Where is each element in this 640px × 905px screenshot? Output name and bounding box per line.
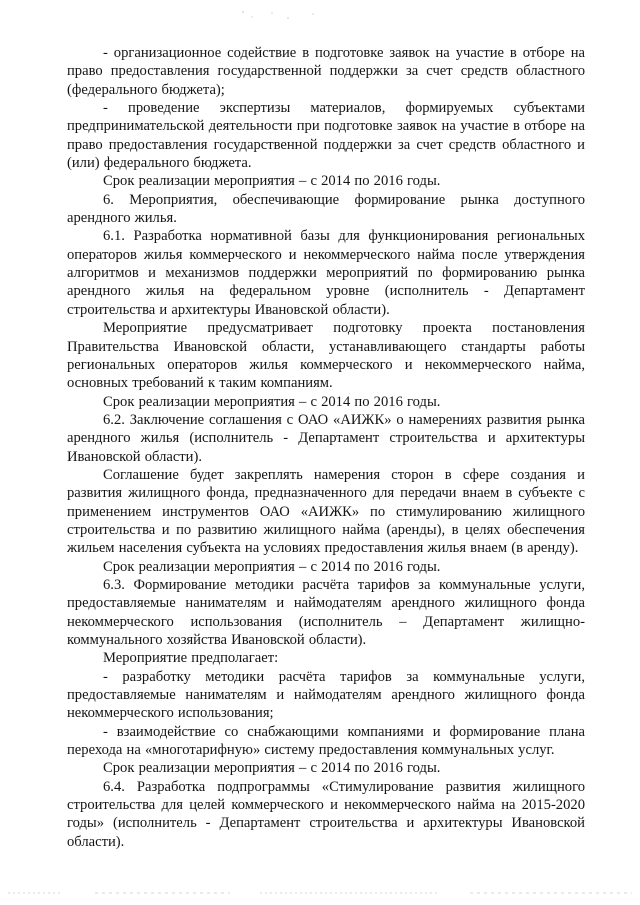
scan-artifact-bottom: [0, 888, 640, 898]
paragraph-14: - взаимодействие со снабжающими компаниями и формирование плана перехода на «многотарифную» систему предоставления коммунальных услуг.: [67, 723, 585, 759]
paragraph-4: 6. Мероприятия, обеспечивающие формирование рынка доступного арендного жилья.: [67, 191, 585, 227]
paragraph-13: - разработку методики расчёта тарифов за коммунальные услуги, предоставляемые нанимателям и наймодателям арендного жилищного фонда некоммерческого использования;: [67, 668, 585, 722]
paragraph-12: Мероприятие предполагает:: [103, 650, 279, 667]
paragraph-16: 6.4. Разработка подпрограммы «Стимулирование развития жилищного строительства для целей коммерческого и некоммерческого найма на 2015-2020 годы» (исполнитель - Департамент строительства и архитектуры Ивановской области).: [67, 778, 585, 850]
paragraph-9: Соглашение будет закреплять намерения сторон в сфере создания и развития жилищного фонда, предназначенного для передачи внаем в субъекте с применением инструментов ОАО «АИЖК» по стимулированию жилищного строительства и по развитию жилищного найма (аренды), в целях обеспечения жильем населения субъекта на условиях предоставления жилья внаем (в аренду).: [67, 466, 585, 557]
document-body: [67, 44, 585, 851]
paragraph-11: 6.3. Формирование методики расчёта тарифов за коммунальные услуги, предоставляемые нанимателям и наймодателям арендного жилищного фонда некоммерческого использования (исполнитель – Департамент жилищно-коммунального хозяйства Ивановской области).: [67, 576, 585, 648]
paragraph-10: Срок реализации мероприятия – с 2014 по 2016 годы.: [103, 558, 441, 575]
paragraph-7: Срок реализации мероприятия – с 2014 по 2016 годы.: [103, 393, 441, 410]
paragraph-3: Срок реализации мероприятия – с 2014 по 2016 годы.: [103, 173, 441, 190]
paragraph-1: - организационное содействие в подготовке заявок на участие в отборе на право предоставления государственной поддержки за счет средств областного (федерального бюджета);: [67, 45, 585, 98]
paragraph-2: - проведение экспертизы материалов, формируемых субъектами предпринимательской деятельности при подготовке заявок на участие в отборе на право предоставления государственной поддержки за счет средств областного и (или) федерального бюджета.: [67, 100, 585, 172]
paragraph-6: Мероприятие предусматривает подготовку проекта постановления Правительства Ивановской области, устанавливающего стандарты работы региональных операторов жилья коммерческого и некоммерческого найма, основных требований к таким компаниям.: [67, 320, 585, 392]
paragraph-8: 6.2. Заключение соглашения с ОАО «АИЖК» о намерениях развития рынка арендного жилья (исполнитель - Департамент строительства и архитектуры Ивановской области).: [67, 411, 585, 465]
paragraph-15: Срок реализации мероприятия – с 2014 по 2016 годы.: [103, 760, 441, 777]
paragraph-5: 6.1. Разработка нормативной базы для функционирования региональных операторов жилья коммерческого и некоммерческого найма после утверждения алгоритмов и механизмов поддержки мероприятий по формированию рынка арендного жилья на федеральном уровне (исполнитель - Департамент строительства и архитектуры Ивановской области).: [67, 228, 585, 318]
scan-artifact-top: [225, 8, 345, 22]
